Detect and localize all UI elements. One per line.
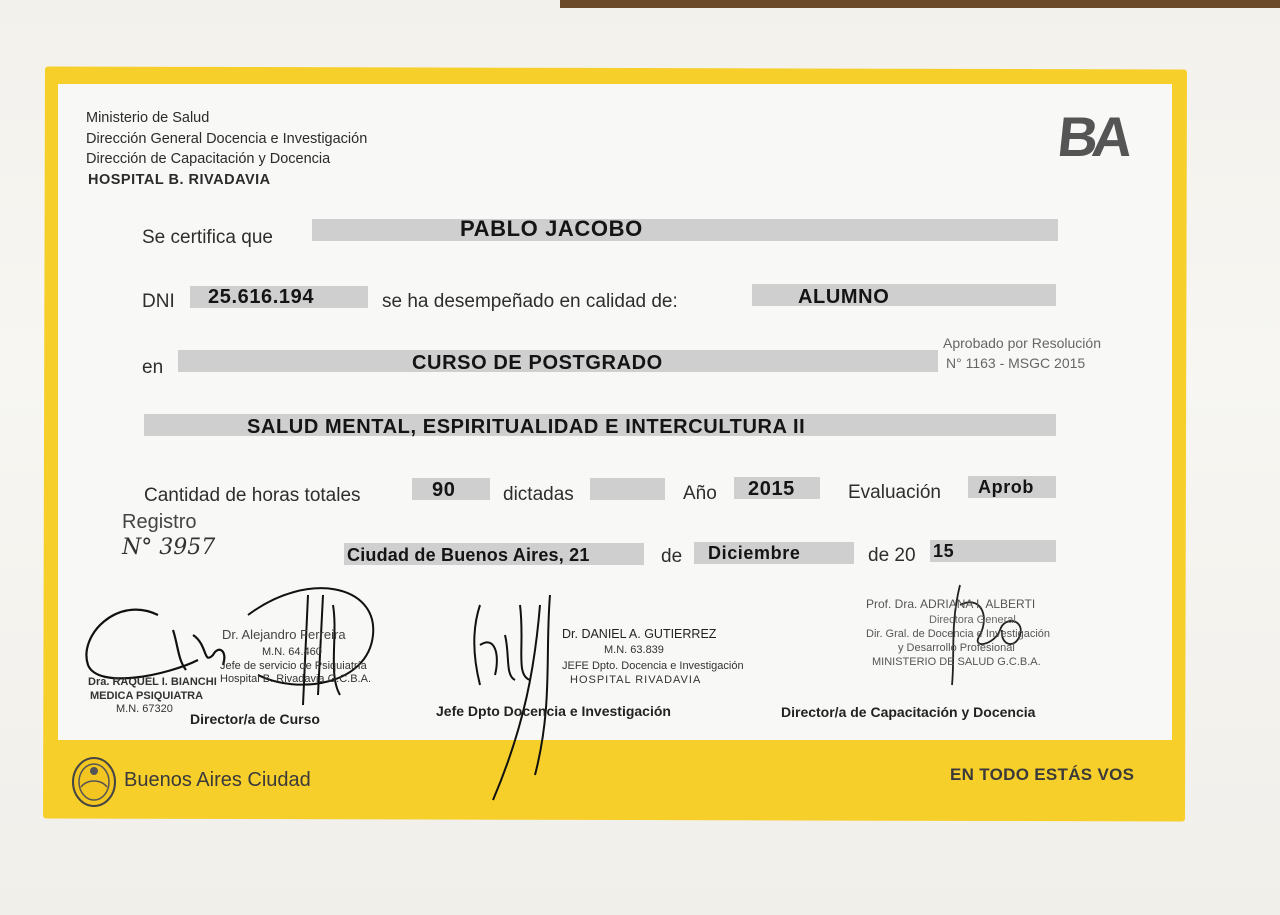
table-edge xyxy=(560,0,1280,8)
course-name-value: SALUD MENTAL, ESPIRITUALIDAD E INTERCULTURA II xyxy=(247,416,806,438)
ferreira-role1: Jefe de servicio de Psiquiatría xyxy=(220,660,367,672)
bianchi-mn: M.N. 67320 xyxy=(116,703,173,715)
gutierrez-name: Dr. DANIEL A. GUTIERREZ xyxy=(562,627,717,641)
year-label: Año xyxy=(683,483,717,504)
year-value: 2015 xyxy=(748,478,795,500)
evaluation-value: Aprob xyxy=(978,477,1034,497)
city-emblem-icon xyxy=(71,757,117,807)
course-type-value: CURSO DE POSTGRADO xyxy=(412,352,663,374)
gutierrez-mn: M.N. 63.839 xyxy=(604,644,664,656)
role-value: ALUMNO xyxy=(798,286,890,308)
footer-slogan: EN TODO ESTÁS VOS xyxy=(950,765,1135,784)
city-value: Ciudad de Buenos Aires, 21 xyxy=(347,545,590,565)
alberti-role3: y Desarrollo Profesional xyxy=(898,642,1015,654)
ba-logo: BA xyxy=(1054,105,1131,168)
alberti-name: Prof. Dra. ADRIANA I. ALBERTI xyxy=(866,597,1036,611)
director-curso-label: Director/a de Curso xyxy=(190,711,320,727)
bianchi-role: MEDICA PSIQUIATRA xyxy=(90,690,204,702)
de-label: de xyxy=(661,546,683,567)
desempeno-label: se ha desempeñado en calidad de: xyxy=(382,291,678,312)
certifica-label: Se certifica que xyxy=(142,227,273,248)
jefe-dpto-label: Jefe Dpto Docencia e Investigación xyxy=(436,703,671,719)
header-direccion-capacitacion: Dirección de Capacitación y Docencia xyxy=(86,151,331,167)
dni-value: 25.616.194 xyxy=(208,286,315,308)
alberti-role4: MINISTERIO DE SALUD G.C.B.A. xyxy=(872,656,1041,668)
year-suffix-value: 15 xyxy=(933,541,955,561)
registro-number: N° 3957 xyxy=(122,535,216,560)
resolution-line2: N° 1163 - MSGC 2015 xyxy=(946,355,1086,371)
dictadas-label: dictadas xyxy=(503,484,574,505)
hours-label: Cantidad de horas totales xyxy=(144,485,361,506)
gutierrez-role1: JEFE Dpto. Docencia e Investigación xyxy=(562,660,744,672)
en-label: en xyxy=(142,357,164,378)
dictadas-bar xyxy=(590,478,665,500)
dni-label: DNI xyxy=(142,291,175,312)
de20-label: de 20 xyxy=(868,545,916,566)
gutierrez-role2: HOSPITAL RIVADAVIA xyxy=(570,674,702,686)
name-value: PABLO JACOBO xyxy=(460,216,643,241)
hours-value: 90 xyxy=(432,479,456,501)
director-capacitacion-label: Director/a de Capacitación y Docencia xyxy=(781,704,1036,720)
alberti-role2: Dir. Gral. de Docencia e Investigación xyxy=(866,628,1051,640)
bianchi-name: Dra. RAQUEL I. BIANCHI xyxy=(88,676,217,688)
registro-label: Registro xyxy=(122,511,197,533)
ferreira-role2: Hospital B. Rivadavia G.C.B.A. xyxy=(220,673,372,685)
resolution-line1: Aprobado por Resolución xyxy=(943,335,1101,351)
header-ministerio: Ministerio de Salud xyxy=(86,110,210,126)
signature-gutierrez xyxy=(465,585,565,805)
evaluation-label: Evaluación xyxy=(848,482,941,503)
name-field-bar xyxy=(312,219,1058,241)
alberti-role1: Directora General xyxy=(929,614,1016,626)
ferreira-name: Dr. Alejandro Ferreira xyxy=(222,627,346,642)
month-value: Diciembre xyxy=(708,543,801,563)
header-hospital: HOSPITAL B. RIVADAVIA xyxy=(88,172,271,188)
header-direccion-general: Dirección General Docencia e Investigación xyxy=(86,131,368,147)
footer-buenos-aires: Buenos Aires Ciudad xyxy=(124,769,311,791)
ferreira-mn: M.N. 64.460 xyxy=(262,646,322,658)
